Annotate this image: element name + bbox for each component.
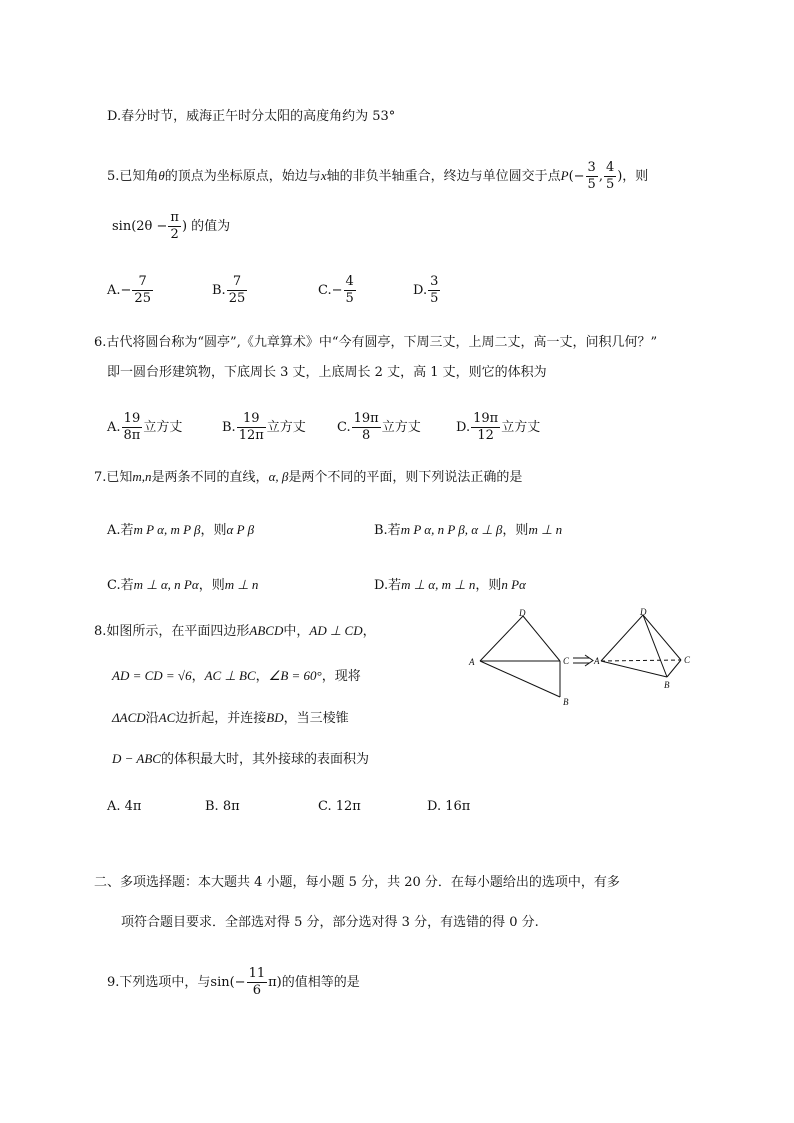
fig-label-b2: B [664,680,670,690]
q5-option-b: B. $\frac{7}{25}$ [212,274,246,306]
fig-label-b1: B [563,697,569,707]
q5-stem [107,160,648,193]
q8-figure [462,607,702,707]
q7-option-d: D.若m ⊥ α, m ⊥ n，则n Pα [374,577,526,593]
fig-edge-ad2 [601,615,643,661]
q5-theta: θ [158,168,165,183]
fig-label-a1: A [469,657,475,667]
q8-line3: ΔACD沿AC边折起，并连接BD，当三棱锥 [112,710,349,726]
q5-comma: , [598,169,603,184]
q8-option-c: C. 12π [318,799,361,814]
fig-edge-ab2 [601,661,667,677]
q6-line2: 即一圆台形建筑物，下底周长 3 丈，上底周长 2 丈，高 1 丈，则它的体积为 [107,365,547,380]
q5-point-p: P [560,168,569,183]
q6-line1: 6.古代将圆台称为“圆亭”,《九章算术》中“今有圆亭，下周三丈，上周二丈，高一丈，问积几何？” [94,335,658,350]
q8-option-b: B. 8π [205,799,240,814]
q8-line1: 8.如图所示，在平面四边形ABCD中，AD ⊥ CD， [94,623,376,639]
q7-stem: 7.已知m,n是两条不同的直线，α, β是两个不同的平面，则下列说法正确的是 [94,469,523,485]
q5-point-close: )，则 [617,169,649,184]
fig-edge-dc2 [643,615,681,660]
fig-label-c2: C [684,655,691,665]
section2-line2: 项符合题目要求．全部选对得 5 分，部分选对得 3 分，有选错的得 0 分. [121,915,539,930]
q9-stem: 9.下列选项中，与sin(− $\frac{11}{6}$ π)的值相等的是 [107,966,360,998]
q5-expression [112,210,230,243]
q5-point-open: (− [568,169,585,184]
fig-edge-bc2 [667,660,681,677]
q8-line2: AD = CD = √6，AC ⊥ BC，∠B = 60°，现将 [112,668,361,684]
q5-expr-part: ) 的值为 [181,219,231,234]
q6-option-d: D. $\frac{19\pi}{12}$ 立方丈 [456,411,541,443]
q5-option-a: A.− $\frac{7}{25}$ [107,274,151,306]
fig-label-c1: C [563,656,570,666]
q5-expr-part: sin(2θ − [112,219,168,234]
fig-edge-ac2-hidden [601,660,681,661]
q7-option-b: B.若m P α, n P β, α ⊥ β，则m ⊥ n [374,522,563,538]
q5-option-c: C.− $\frac{4}{5}$ [318,274,354,306]
q9-fraction: $\frac{11}{6}$ [248,966,266,998]
fig-edge-db2 [643,615,667,677]
q6-option-a: A. $\frac{19}{8\pi}$ 立方丈 [107,411,183,443]
fig-label-a2: A [594,656,600,666]
q5-stem-part: 5.已知角 [107,169,159,184]
fig-label-d1: D [519,608,526,618]
q5-stem-part: 轴的非负半轴重合，终边与单位圆交于点 [326,169,561,184]
q5-stem-part: 的顶点为坐标原点，始边与 [164,169,321,184]
q7-option-c: C.若m ⊥ α, n Pα，则m ⊥ n [107,577,259,593]
q7-option-a: A.若m P α, m P β，则α P β [107,522,255,538]
q5-px-fraction: $\frac{3}{5}$ [587,160,596,192]
q8-option-a: A. 4π [107,799,142,814]
q4-option-d: D.春分时节，威海正午时分太阳的高度角约为 53° [107,109,396,124]
q5-x: x [320,168,327,183]
q5-option-d: D. $\frac{3}{5}$ [413,274,439,306]
section2-line1: 二、多项选择题：本大题共 4 小题，每小题 5 分，共 20 分．在每小题给出的选项中，有多 [94,875,620,890]
q8-line4: D − ABC的体积最大时，其外接球的表面积为 [112,751,369,767]
fig-arrow-head [585,655,593,666]
fig-edge-ad [480,616,523,661]
q5-pi-fraction: $\frac{\pi}{2}$ [170,210,179,242]
fig-label-d2: D [640,607,647,617]
q6-option-c: C. $\frac{19\pi}{8}$ 立方丈 [337,411,421,443]
fig-edge-ab [480,661,560,697]
q6-option-b: B. $\frac{19}{12\pi}$ 立方丈 [222,411,306,443]
q5-py-fraction: $\frac{4}{5}$ [605,160,615,192]
fig-edge-dc [523,616,560,661]
q8-option-d: D. 16π [427,799,471,814]
